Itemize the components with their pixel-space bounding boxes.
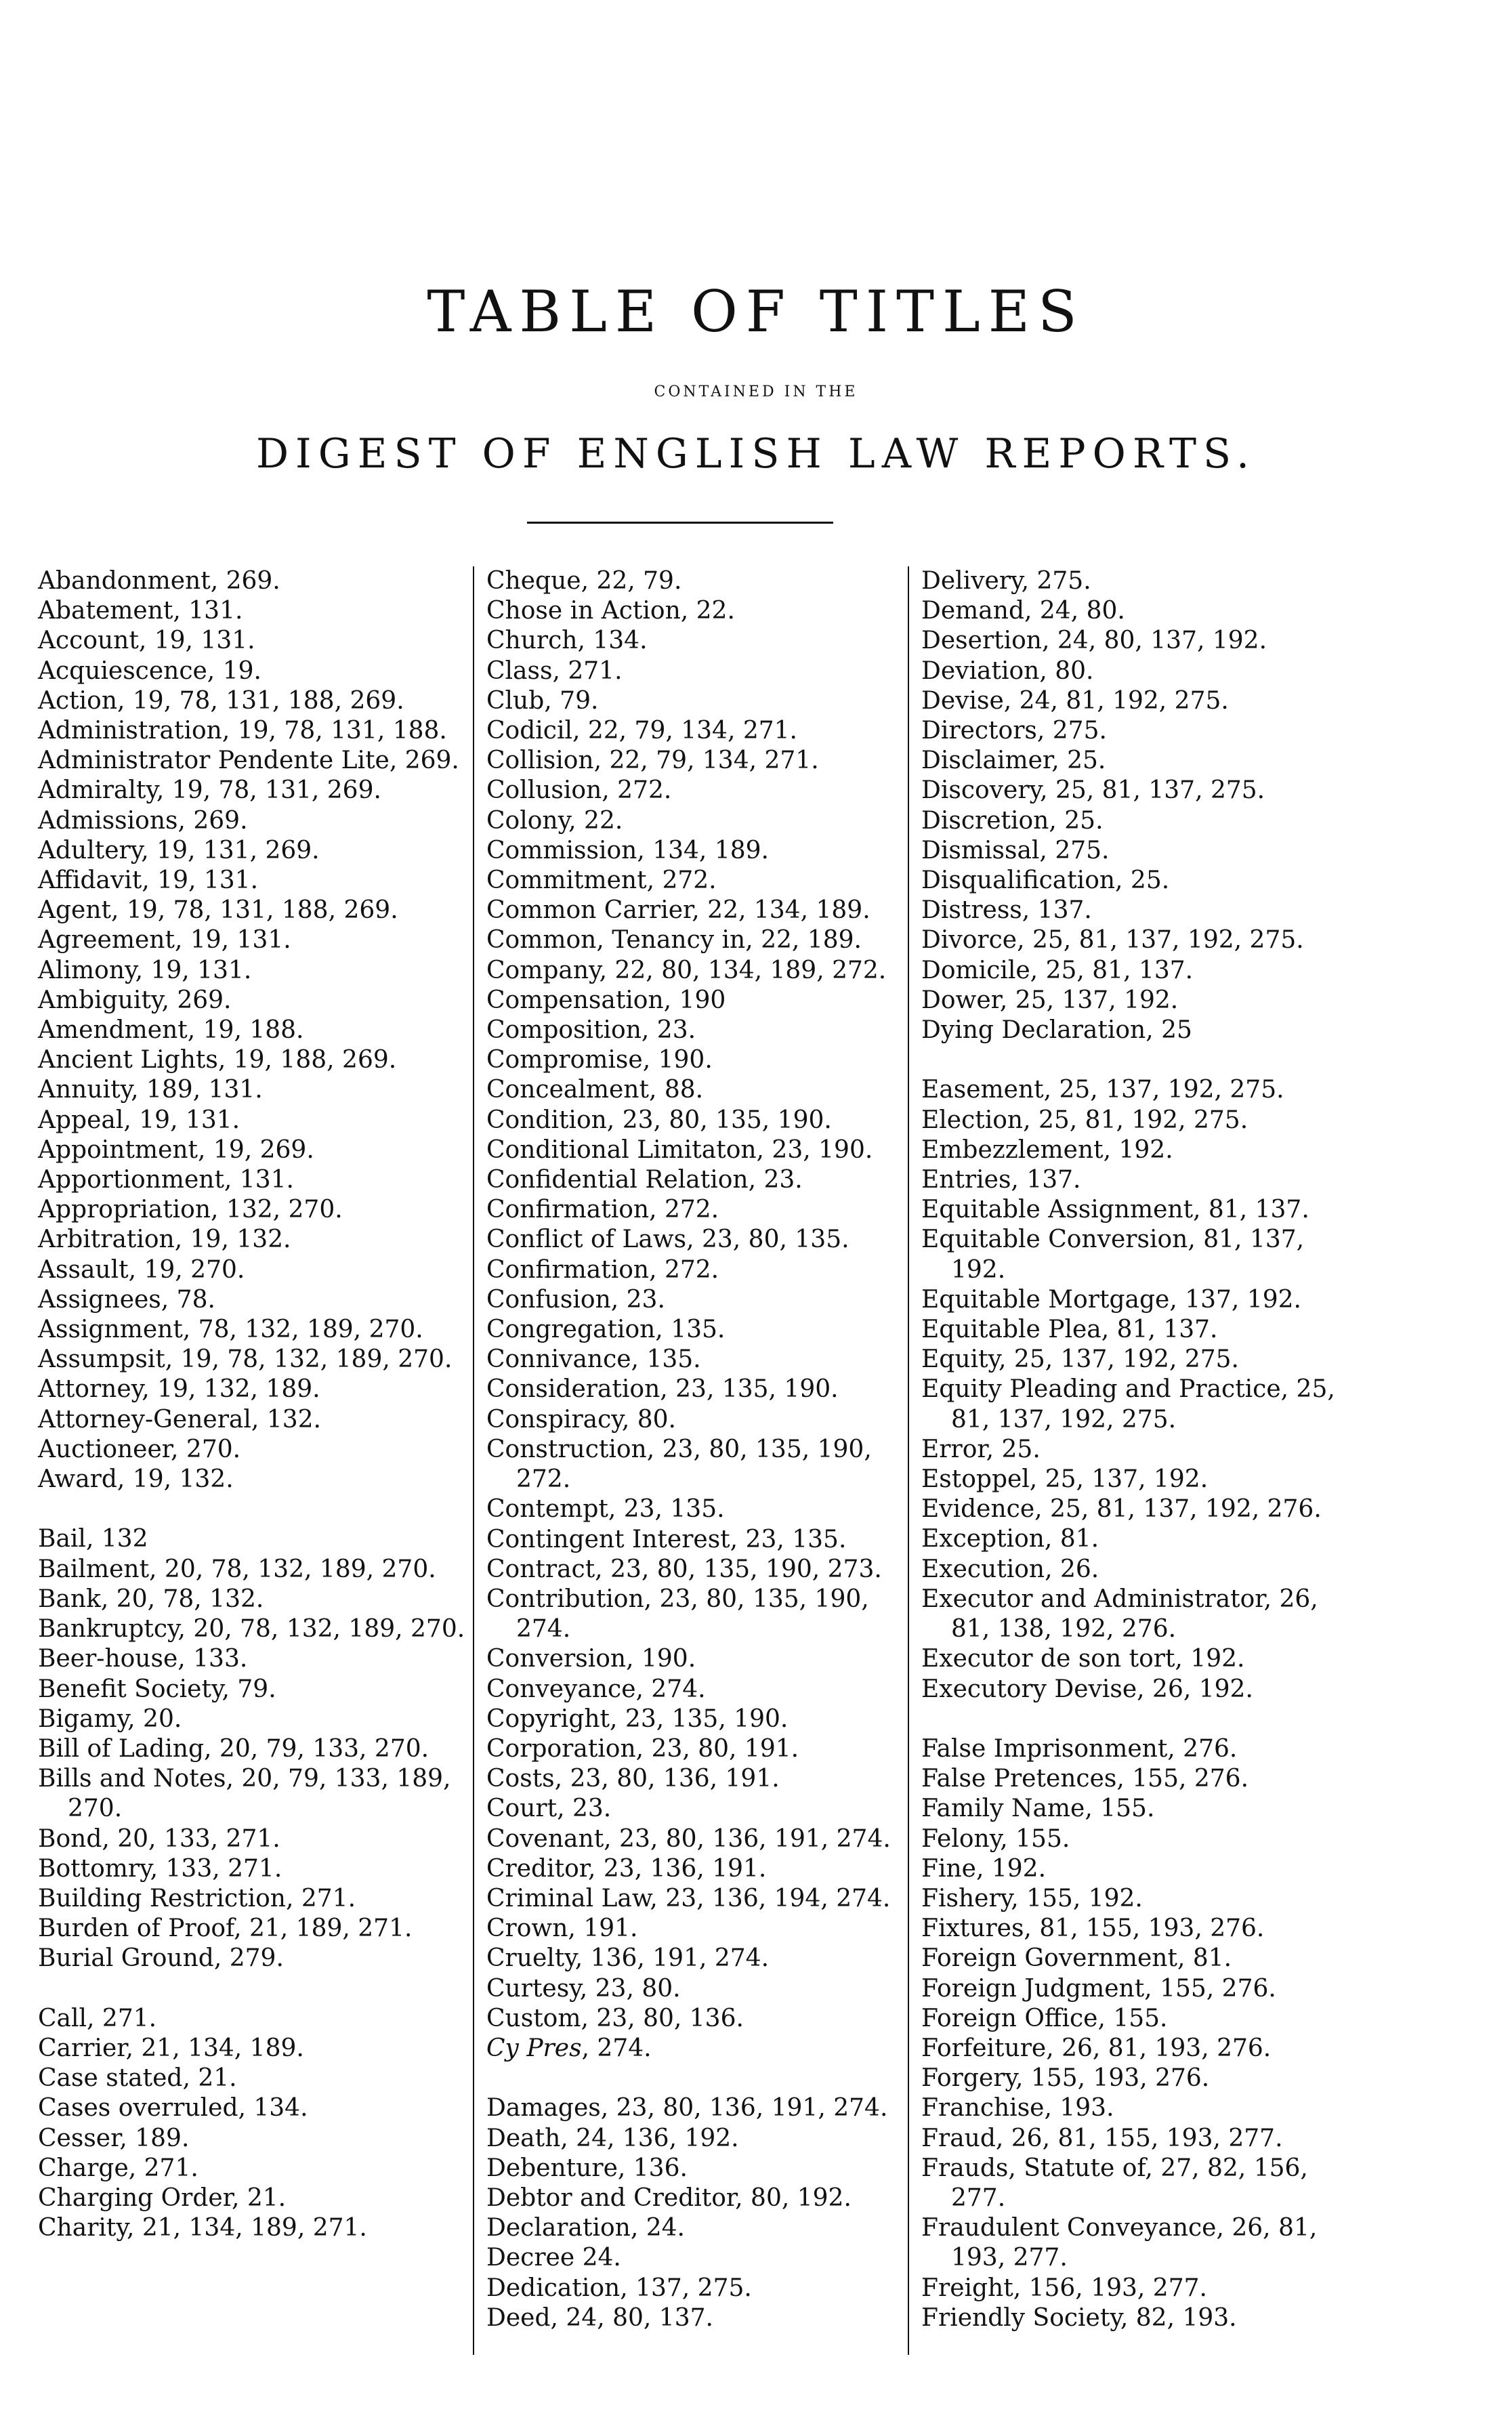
index-entry: Deed, 24, 80, 137. (486, 2303, 713, 2332)
index-entry: Costs, 23, 80, 136, 191. (486, 1765, 780, 1793)
index-entry: Court, 23. (486, 1795, 612, 1823)
index-entry: Covenant, 23, 80, 136, 191, 274. (486, 1824, 891, 1853)
index-entry: Evidence, 25, 81, 137, 192, 276. (921, 1495, 1322, 1524)
index-entry: Beer-house, 133. (38, 1645, 248, 1673)
index-entry: Franchise, 193. (921, 2094, 1114, 2122)
index-entry: Company, 22, 80, 134, 189, 272. (486, 956, 887, 984)
index-entry: Auctioneer, 270. (38, 1435, 241, 1463)
index-entry: Appeal, 19, 131. (38, 1106, 240, 1134)
index-entry: Forgery, 155, 193, 276. (921, 2064, 1210, 2093)
index-entry: Friendly Society, 82, 193. (921, 2303, 1237, 2332)
index-entry: Criminal Law, 23, 136, 194, 274. (486, 1884, 891, 1912)
index-entry: Cruelty, 136, 191, 274. (486, 1944, 770, 1973)
index-entry: Conflict of Laws, 23, 80, 135. (486, 1226, 849, 1254)
index-entry: Fishery, 155, 192. (921, 1884, 1143, 1912)
index-entry: Executor and Administrator, 26, 81, 138, 192, 276. (921, 1585, 1318, 1644)
index-entry: Bankruptcy, 20, 78, 132, 189, 270. (38, 1615, 465, 1644)
column-divider (473, 566, 474, 2355)
index-entry: Contract, 23, 80, 135, 190, 273. (486, 1555, 882, 1583)
index-column-2 (486, 566, 906, 2333)
index-entry: Cesser, 189. (38, 2124, 190, 2152)
index-entry: Deviation, 80. (921, 656, 1094, 685)
index-entry: Domicile, 25, 81, 137. (921, 956, 1194, 984)
index-entry: Alimony, 19, 131. (38, 956, 252, 984)
index-entry: Creditor, 23, 136, 191. (486, 1854, 767, 1883)
index-entry: Curtesy, 23, 80. (486, 1974, 681, 2003)
index-entry: Damages, 23, 80, 136, 191, 274. (486, 2094, 888, 2122)
index-entry: Codicil, 22, 79, 134, 271. (486, 717, 797, 745)
index-entry: Ancient Lights, 19, 188, 269. (38, 1046, 397, 1074)
index-entry: Common Carrier, 22, 134, 189. (486, 896, 870, 925)
index-entry: Burial Ground, 279. (38, 1944, 284, 1973)
index-entry: Agent, 19, 78, 131, 188, 269. (38, 896, 398, 925)
index-entry: Administration, 19, 78, 131, 188. (38, 717, 447, 745)
index-entry: Desertion, 24, 80, 137, 192. (921, 627, 1267, 655)
index-entry: Appointment, 19, 269. (38, 1135, 314, 1164)
index-column-3 (921, 566, 1355, 2333)
index-entry: False Imprisonment, 276. (921, 1734, 1238, 1763)
index-entry: Forfeiture, 26, 81, 193, 276. (921, 2034, 1272, 2062)
index-entry: Acquiescence, 19. (38, 656, 261, 685)
index-entry: Assumpsit, 19, 78, 132, 189, 270. (38, 1345, 453, 1374)
index-entry: Collusion, 272. (486, 776, 672, 805)
index-entry: Agreement, 19, 131. (38, 926, 291, 955)
index-entry: Foreign Government, 81. (921, 1944, 1232, 1973)
index-entry: Estoppel, 25, 137, 192. (921, 1465, 1209, 1494)
index-entry: Fraudulent Conveyance, 26, 81, 193, 277. (921, 2214, 1318, 2272)
index-entry: Ambiguity, 269. (38, 986, 232, 1014)
index-entry: Club, 79. (486, 686, 599, 715)
index-entry: Arbitration, 19, 132. (38, 1226, 291, 1254)
index-entry: Equitable Conversion, 81, 137, 192. (921, 1226, 1305, 1284)
index-entry: Congregation, 135. (486, 1316, 726, 1344)
index-entry: Debenture, 136. (486, 2154, 688, 2182)
index-entry: Custom, 23, 80, 136. (486, 2004, 744, 2032)
index-entry: Bottomry, 133, 271. (38, 1854, 282, 1883)
index-entry: Divorce, 25, 81, 137, 192, 275. (921, 926, 1304, 955)
index-entry: Bills and Notes, 20, 79, 133, 189, 270. (38, 1765, 451, 1823)
index-entry: Bond, 20, 133, 271. (38, 1824, 280, 1853)
index-entry: Disqualification, 25. (921, 866, 1170, 895)
index-entry: Condition, 23, 80, 135, 190. (486, 1106, 832, 1134)
index-entry: Cases overruled, 134. (38, 2094, 308, 2122)
index-entry: Discovery, 25, 81, 137, 275. (921, 776, 1265, 805)
index-entry: Devise, 24, 81, 192, 275. (921, 686, 1229, 715)
index-entry: Burden of Proof, 21, 189, 271. (38, 1915, 413, 1943)
index-entry: Embezzlement, 192. (921, 1135, 1173, 1164)
index-entry: Bailment, 20, 78, 132, 189, 270. (38, 1555, 436, 1583)
index-entry: Appropriation, 132, 270. (38, 1196, 343, 1224)
index-entry: Adultery, 19, 131, 269. (38, 836, 320, 864)
index-column-1 (38, 566, 471, 2243)
index-entry: Election, 25, 81, 192, 275. (921, 1106, 1248, 1134)
index-entry: Call, 271. (38, 2004, 157, 2032)
column-divider (908, 566, 909, 2355)
index-entry: Contempt, 23, 135. (486, 1495, 725, 1524)
index-entry: Demand, 24, 80. (921, 597, 1125, 625)
index-entry: Delivery, 275. (921, 567, 1091, 595)
index-entry: Award, 19, 132. (38, 1465, 234, 1494)
index-entry: Church, 134. (486, 627, 648, 655)
index-entry: Error, 25. (921, 1435, 1041, 1463)
index-entry: Equitable Plea, 81, 137. (921, 1316, 1218, 1344)
section-gap (38, 1494, 471, 1524)
index-entry: Attorney, 19, 132, 189. (38, 1375, 320, 1404)
index-entry: Affidavit, 19, 131. (38, 866, 259, 895)
section-gap (38, 1974, 471, 2004)
index-entry: Confusion, 23. (486, 1285, 665, 1314)
index-entry: Charging Order, 21. (38, 2183, 287, 2212)
index-entry: Charity, 21, 134, 189, 271. (38, 2214, 367, 2242)
index-entry: Confirmation, 272. (486, 1196, 719, 1224)
index-entry: Conversion, 190. (486, 1645, 696, 1673)
index-entry: Execution, 26. (921, 1555, 1099, 1583)
section-gap (921, 1045, 1355, 1075)
index-entry: Copyright, 23, 135, 190. (486, 1705, 789, 1733)
index-entry: Confirmation, 272. (486, 1255, 719, 1284)
index-entry: Equity Pleading and Practice, 25, 81, 137, 192, 275. (921, 1375, 1335, 1434)
index-entry: Commission, 134, 189. (486, 836, 769, 864)
index-entry: Family Name, 155. (921, 1795, 1155, 1823)
index-entry: Admissions, 269. (38, 806, 248, 835)
index-entry: Connivance, 135. (486, 1345, 701, 1374)
page-subtitle: CONTAINED IN THE (654, 383, 858, 400)
index-entry: Building Restriction, 271. (38, 1884, 356, 1912)
index-entry: Foreign Office, 155. (921, 2004, 1168, 2032)
index-entry: Felony, 155. (921, 1824, 1070, 1853)
index-entry: Assignment, 78, 132, 189, 270. (38, 1316, 423, 1344)
index-entry: Declaration, 24. (486, 2214, 685, 2242)
index-entry: Freight, 156, 193, 277. (921, 2274, 1207, 2302)
index-entry: Abandonment, 269. (38, 567, 280, 595)
index-entry: Fixtures, 81, 155, 193, 276. (921, 1915, 1265, 1943)
index-entry: Foreign Judgment, 155, 276. (921, 1974, 1276, 2003)
index-entry: Account, 19, 131. (38, 627, 255, 655)
index-entry: Attorney-General, 132. (38, 1405, 321, 1434)
index-entry: Concealment, 88. (486, 1076, 704, 1104)
index-entry: Dismissal, 275. (921, 836, 1110, 864)
index-entry: Case stated, 21. (38, 2064, 237, 2093)
index-entry: Bigamy, 20. (38, 1705, 182, 1733)
index-entry: Equitable Assignment, 81, 137. (921, 1196, 1309, 1224)
index-entry: Corporation, 23, 80, 191. (486, 1734, 799, 1763)
index-entry: Conspiracy, 80. (486, 1405, 676, 1434)
index-entry: Collision, 22, 79, 134, 271. (486, 747, 819, 775)
index-entry: Cy Pres, 274. (486, 2034, 652, 2062)
index-entry: Colony, 22. (486, 806, 623, 835)
index-entry: Bill of Lading, 20, 79, 133, 270. (38, 1734, 429, 1763)
index-entry: Annuity, 189, 131. (38, 1076, 263, 1104)
index-entry: Admiralty, 19, 78, 131, 269. (38, 776, 381, 805)
index-entry: Entries, 137. (921, 1166, 1081, 1194)
index-entry: Assignees, 78. (38, 1285, 215, 1314)
index-entry: False Pretences, 155, 276. (921, 1765, 1249, 1793)
index-entry: Compromise, 190. (486, 1046, 713, 1074)
index-entry: Directors, 275. (921, 717, 1107, 745)
title-rule (527, 522, 833, 524)
index-entry: Class, 271. (486, 656, 623, 685)
index-entry: Conditional Limitaton, 23, 190. (486, 1135, 873, 1164)
index-entry: Contingent Interest, 23, 135. (486, 1525, 847, 1553)
page-title: TABLE OF TITLES (427, 278, 1085, 345)
index-entry: Compensation, 190 (486, 986, 726, 1014)
section-gap (486, 2064, 906, 2093)
index-entry: Cheque, 22, 79. (486, 567, 682, 595)
index-entry: Consideration, 23, 135, 190. (486, 1375, 839, 1404)
index-entry: Decree 24. (486, 2244, 621, 2272)
index-entry: Bank, 20, 78, 132. (38, 1585, 264, 1613)
index-entry: Easement, 25, 137, 192, 275. (921, 1076, 1284, 1104)
index-entry: Debtor and Creditor, 80, 192. (486, 2183, 852, 2212)
index-entry: Conveyance, 274. (486, 1675, 706, 1703)
index-entry: Distress, 137. (921, 896, 1092, 925)
index-entry: Fine, 192. (921, 1854, 1047, 1883)
index-entry: Common, Tenancy in, 22, 189. (486, 926, 862, 955)
index-entry: Exception, 81. (921, 1525, 1099, 1553)
index-entry: Equitable Mortgage, 137, 192. (921, 1285, 1301, 1314)
index-entry: Assault, 19, 270. (38, 1255, 245, 1284)
index-entry: Crown, 191. (486, 1915, 638, 1943)
index-entry: Disclaimer, 25. (921, 747, 1106, 775)
index-entry: Composition, 23. (486, 1016, 696, 1045)
index-entry: Commitment, 272. (486, 866, 717, 895)
index-entry: Dedication, 137, 275. (486, 2274, 752, 2302)
index-entry: Carrier, 21, 134, 189. (38, 2034, 304, 2062)
index-entry: Death, 24, 136, 192. (486, 2124, 739, 2152)
index-entry: Fraud, 26, 81, 155, 193, 277. (921, 2124, 1283, 2152)
index-entry: Bail, 132 (38, 1525, 148, 1553)
index-entry: Contribution, 23, 80, 135, 190, 274. (486, 1585, 869, 1644)
page-subtitle-main: DIGEST OF ENGLISH LAW REPORTS. (255, 430, 1257, 478)
index-entry: Executory Devise, 26, 192. (921, 1675, 1253, 1703)
index-entry: Benefit Society, 79. (38, 1675, 276, 1703)
index-entry: Construction, 23, 80, 135, 190, 272. (486, 1435, 872, 1494)
index-entry: Confidential Relation, 23. (486, 1166, 803, 1194)
index-entry: Abatement, 131. (38, 597, 243, 625)
index-entry: Executor de son tort, 192. (921, 1645, 1245, 1673)
index-entry: Apportionment, 131. (38, 1166, 294, 1194)
index-entry: Amendment, 19, 188. (38, 1016, 304, 1045)
index-entry: Chose in Action, 22. (486, 597, 735, 625)
index-entry: Action, 19, 78, 131, 188, 269. (38, 686, 404, 715)
index-entry: Discretion, 25. (921, 806, 1104, 835)
index-entry: Charge, 271. (38, 2154, 198, 2182)
index-entry: Frauds, Statute of, 27, 82, 156, 277. (921, 2154, 1308, 2212)
index-entry: Administrator Pendente Lite, 269. (38, 747, 459, 775)
index-entry: Dying Declaration, 25 (921, 1016, 1192, 1045)
index-entry: Dower, 25, 137, 192. (921, 986, 1179, 1014)
index-entry: Equity, 25, 137, 192, 275. (921, 1345, 1239, 1374)
section-gap (921, 1705, 1355, 1734)
